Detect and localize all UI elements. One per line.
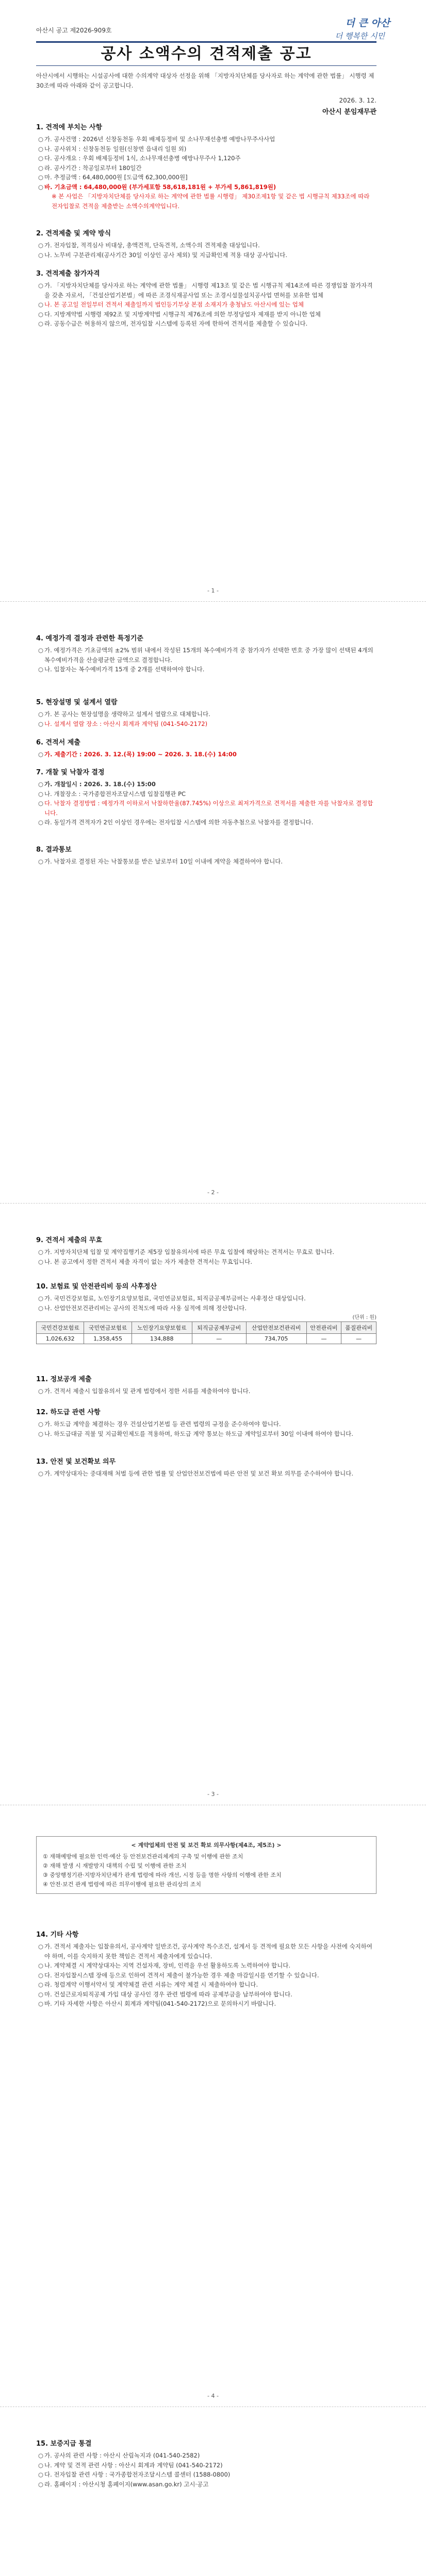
list-item: ○ 라. 동일가격 견적자가 2인 이상인 경우에는 전자입찰 시스템에 의한 자동추첨으로 낙찰자를 결정합니다.: [38, 819, 314, 826]
table-cell: —: [306, 1334, 341, 1344]
safety-obligation-box: [36, 1836, 376, 1894]
section-12: [36, 1406, 376, 1438]
page-number: - 3 -: [207, 1791, 219, 1798]
list-item: ○ 가. 견적서 제출자는 입찰유의서, 공사계약 일반조건, 공사계약 특수조건, 설계서 등 견적에 필요한 모든 사항을 사전에 숙지하여야 하며, 이를 숙지하지 못한 책임은 견적서 제출자에게 있습니다.: [38, 1943, 373, 1960]
table-unit: (단위 : 원): [352, 1315, 376, 1320]
box-line: ③ 중앙행정기관·지방자치단체가 관계 법령에 따라 개선, 시정 등을 명한 사항의 이행에 관한 조치: [43, 1872, 282, 1878]
list-item: ○ 가. 지방자치단체 입찰 및 계약집행기준 제5장 입찰유의서에 따른 무효 입찰에 해당하는 견적서는 무효로 합니다.: [38, 1248, 335, 1256]
table-header: 산업안전보건관리비: [246, 1322, 306, 1334]
submission-period: ○ 가. 제출기간 : 2026. 3. 12.(목) 19:00 ~ 2026. 3. 18.(수) 14:00: [38, 751, 237, 758]
list-item: ○ 가. 국민건강보험료, 노인장기요양보험료, 국민연금보험료, 퇴직금공제부금비는 사후정산 대상입니다.: [38, 1295, 306, 1302]
list-item: ○ 가. 견적서 제출시 입찰유의서 및 관계 법령에서 정한 서류를 제출하여야 합니다.: [38, 1387, 251, 1395]
page-number: - 1 -: [207, 587, 219, 594]
section-4: [36, 633, 376, 674]
section-title: 1. 견적에 부치는 사항: [36, 124, 103, 131]
list-item: ○ 다. 전자입찰시스템 장애 등으로 인하여 견적서 제출이 불가능한 경우 제출 마감일시를 연기할 수 있습니다.: [38, 1971, 319, 1979]
section-title: 13. 안전 및 보건확보 의무: [36, 1458, 116, 1466]
table-header: 노인장기요양보험료: [132, 1322, 192, 1334]
obligation-box: [36, 1836, 376, 1894]
section-title: 8. 결과통보: [36, 846, 72, 854]
page-1: [0, 0, 426, 602]
section-title: 4. 예정가격 결정과 관련한 특정기준: [36, 635, 143, 642]
note-item: ※ 본 사업은 「지방자치단체를 당사자로 하는 계약에 관한 법률 시행령」 제30조제1항 및 같은 법 시행규칙 제33조에 따라 전자입찰로 견적을 제출받는 소액수의계약입니다.: [52, 193, 370, 210]
box-title: < 계약업체의 안전 및 보건 확보 의무사항(제4조, 제5조) >: [131, 1842, 282, 1849]
list-item: ○ 가. 예정가격은 기초금액의 ±2% 범위 내에서 작성된 15개의 복수예비가격 중 참가자가 선택한 번호 중 가장 많이 선택된 4개의 복수예비가격을 산술평균한 금액으로 결정합니다.: [38, 647, 373, 664]
insurance-table: [36, 1321, 376, 1344]
page-5: [0, 2407, 426, 2576]
table-row: [37, 1334, 376, 1344]
intro-text: 아산시에서 시행하는 시설공사에 대한 수의계약 대상자 선정을 위해 「지방자치단체를 당사자로 하는 계약에 관한 법률」 시행령 제30조에 따라 아래와 같이 공고합니다.: [36, 72, 374, 89]
list-item: ○ 라. 홈페이지 : 아산시청 홈페이지(www.asan.go.kr) 고시·공고: [38, 2480, 209, 2488]
section-title: 14. 기타 사항: [36, 1931, 79, 1939]
list-item: ○ 다. 공사개요 : 우회 배제등정비 1식, 소나무재선충병 예방나무주사 1,120주: [38, 155, 241, 162]
section-2: [36, 228, 376, 260]
list-item: ○ 나. 산업안전보건관리비는 공사의 진척도에 따라 사용 실적에 의해 정산합니다.: [38, 1304, 247, 1312]
box-line: ④ 안전·보건 관계 법령에 따른 의무이행에 필요한 관리상의 조치: [43, 1881, 201, 1888]
list-item: ○ 나. 계약체결 시 계약상대자는 지역 건설자재, 장비, 인력을 우선 활용하도록 노력하여야 합니다.: [38, 1962, 290, 1969]
list-item: ○ 나. 공사위치 : 신창동천동 일원(신창면 읍내리 일원 외): [38, 145, 187, 152]
section-title: 7. 개찰 및 낙찰자 결정: [36, 769, 105, 776]
page-2: [0, 602, 426, 1204]
list-item: ○ 가. 본 공사는 현장설명을 생략하고 설계서 열람으로 대체합니다.: [38, 710, 210, 718]
list-item: ○ 가. 「지방자치단체를 당사자로 하는 계약에 관한 법률」 시행령 제13조 및 같은 법 시행규칙 제14조에 따른 경쟁입찰 참가자격을 갖춘 자로서, 「건설산업기본법」에 따른 조경식재공사업 또는 조경시설물설치공사업 면허를 보유한 업체: [38, 282, 373, 299]
table-header: 품질관리비: [341, 1322, 376, 1334]
table-header: 안전관리비: [306, 1322, 341, 1334]
section-6: [36, 737, 376, 759]
section-title: 10. 보험료 및 안전관리비 등의 사후정산: [36, 1283, 157, 1291]
table-cell: —: [341, 1334, 376, 1344]
list-item: ○ 라. 공동수급은 허용하지 않으며, 전자입찰 시스템에 등록된 자에 한하여 견적서를 제출할 수 있습니다.: [38, 320, 308, 327]
section-title: 9. 견적서 제출의 무효: [36, 1236, 103, 1244]
list-item: ○ 나. 노무비 구분관리제(공사기간 30일 이상인 공사 제외) 및 지급확인제 적용 대상 공사입니다.: [38, 251, 288, 259]
issuing-org: 아산시 분임재무관: [322, 108, 376, 116]
list-item: ○ 다. 지방계약법 시행령 제92조 및 지방계약법 시행규칙 제76조에 의한 부정당업자 제재를 받지 아니한 업체: [38, 310, 321, 318]
table-cell: 1,358,455: [84, 1334, 132, 1344]
list-item-highlight: ○ 나. 본 공고일 전일부터 견적서 제출일까지 법인등기부상 본점 소재지가 충청남도 아산시에 있는 업체: [38, 301, 304, 308]
city-slogan-logo: [335, 15, 390, 41]
table-header-row: [37, 1322, 376, 1334]
section-1: [36, 122, 376, 211]
section-title: 15. 보증지급 통결: [36, 2440, 92, 2448]
section-title: 12. 하도급 관련 사항: [36, 1409, 101, 1416]
list-item: ○ 마. 건설근로자퇴직공제 가입 대상 공사인 경우 관련 법령에 따라 공제부금을 납부하여야 합니다.: [38, 1990, 292, 1998]
section-11: [36, 1374, 376, 1396]
list-item-highlight: ○ 다. 낙찰자 결정방법 : 예정가격 이하로서 낙찰하한율(87.745%) 이상으로 최저가격으로 견적서를 제출한 자를 낙찰자로 결정합니다.: [38, 800, 373, 817]
list-item: ○ 바. 기타 자세한 사항은 아산시 회계과 계약팀(041-540-2172)으로 문의하시기 바랍니다.: [38, 2000, 276, 2007]
table-header: 퇴직금공제부금비: [192, 1322, 246, 1334]
section-14: [36, 1929, 376, 2009]
table-cell: 734,705: [246, 1334, 306, 1344]
table-cell: —: [192, 1334, 246, 1344]
table-header: 국민건강보험료: [37, 1322, 84, 1334]
list-item: ○ 라. 청렴계약 이행서약서 및 계약체결 관련 서류는 계약 체결 시 제출하여야 합니다.: [38, 1981, 258, 1988]
notice-date: 2026. 3. 12.: [339, 97, 376, 104]
page-title: 공사 소액수의 견적제출 공고: [36, 41, 376, 66]
list-item: ○ 나. 입찰자는 복수예비가격 15개 중 2개를 선택하여야 합니다.: [38, 666, 205, 673]
section-5: [36, 697, 376, 728]
section-7: [36, 767, 376, 827]
list-item: ○ 나. 설계서 열람 장소 : 아산시 회계과 계약팀 (041-540-2172): [38, 720, 208, 727]
section-title: 5. 현장설명 및 설계서 열람: [36, 699, 118, 706]
box-line: ② 재해 발생 시 재발방지 대책의 수립 및 이행에 관한 조치: [43, 1862, 187, 1869]
list-item: ○ 가. 계약상대자는 중대재해 처벌 등에 관한 법률 및 산업안전보건법에 따른 안전 및 보건 확보 의무를 준수하여야 합니다.: [38, 1470, 354, 1477]
section-9: [36, 1234, 376, 1266]
section-title: 6. 견적서 제출: [36, 739, 80, 747]
list-item: ○ 나. 본 공고에서 정한 견적서 제출 자격이 없는 자가 제출한 견적서는 무효입니다.: [38, 1258, 253, 1265]
list-item: ○ 나. 계약 및 견적 관련 사항 : 아산시 회계과 계약팀 (041-540-2172): [38, 2461, 223, 2469]
slogan-line-1: 더 큰 아산: [345, 18, 390, 29]
page-4: [0, 1805, 426, 2407]
table-header: 국민연금보험료: [84, 1322, 132, 1334]
list-item: ○ 가. 낙찰자로 결정된 자는 낙찰통보를 받은 날로부터 10일 이내에 계약을 체결하여야 합니다.: [38, 858, 283, 865]
list-item: ○ 가. 전자입찰, 적격심사 비대상, 총액견적, 단독견적, 소액수의 견적제출 대상입니다.: [38, 242, 260, 249]
section-title: 11. 정보공개 제출: [36, 1376, 92, 1383]
list-item: ○ 마. 추정금액 : 64,480,000원 [도급액 62,300,000원]: [38, 174, 188, 181]
section-title: 2. 견적제출 및 계약 방식: [36, 230, 111, 238]
section-15: [36, 2438, 376, 2489]
list-item: ○ 나. 하도급대금 직불 및 지급확인제도를 적용하며, 하도급 계약 통보는 하도급 계약일로부터 30일 이내에 하여야 합니다.: [38, 1430, 353, 1437]
list-item: ○ 가. 하도급 계약을 체결하는 경우 건설산업기본법 등 관련 법령의 규정을 준수하여야 합니다.: [38, 1420, 281, 1428]
list-item: ○ 다. 전자입찰 관련 사항 : 국가종합전자조달시스템 콜센터 (1588-0800): [38, 2471, 231, 2478]
list-item: ○ 라. 공사기간 : 착공일로부터 180일간: [38, 164, 142, 172]
list-item: ○ 가. 공사의 관련 사항 : 아산시 산림녹지과 (041-540-2582): [38, 2452, 200, 2459]
list-item: ○ 나. 개찰장소 : 국가종합전자조달시스템 입찰집행관 PC: [38, 790, 186, 798]
page-3: [0, 1204, 426, 1805]
table-cell: 134,888: [132, 1334, 192, 1344]
section-13: [36, 1456, 376, 1479]
page-number: - 2 -: [207, 1189, 219, 1196]
list-item: ○ 가. 개찰일시 : 2026. 3. 18.(수) 15:00: [38, 781, 156, 788]
table-cell: 1,026,632: [37, 1334, 84, 1344]
section-title: 3. 견적제출 참가자격: [36, 270, 100, 278]
list-item: ○ 가. 공사건명 : 2026년 신창동천동 우회 배제등정비 및 소나무재선충병 예방나무주사사업: [38, 135, 275, 143]
box-line: ① 재해예방에 필요한 인력·예산 등 안전보건관리체계의 구축 및 이행에 관한 조치: [43, 1853, 243, 1860]
section-8: [36, 844, 376, 867]
list-item-highlight: ○ 바. 기초금액 : 64,480,000원 (부가세포함 58,618,181원 + 부가세 5,861,819원): [38, 183, 276, 191]
slogan-line-2: 더 행복한 시민: [335, 31, 385, 41]
notice-number: 아산시 공고 제2026-909호: [36, 27, 112, 34]
page-number: - 4 -: [207, 2393, 219, 2399]
section-10: [36, 1281, 376, 1344]
section-3: [36, 268, 376, 329]
